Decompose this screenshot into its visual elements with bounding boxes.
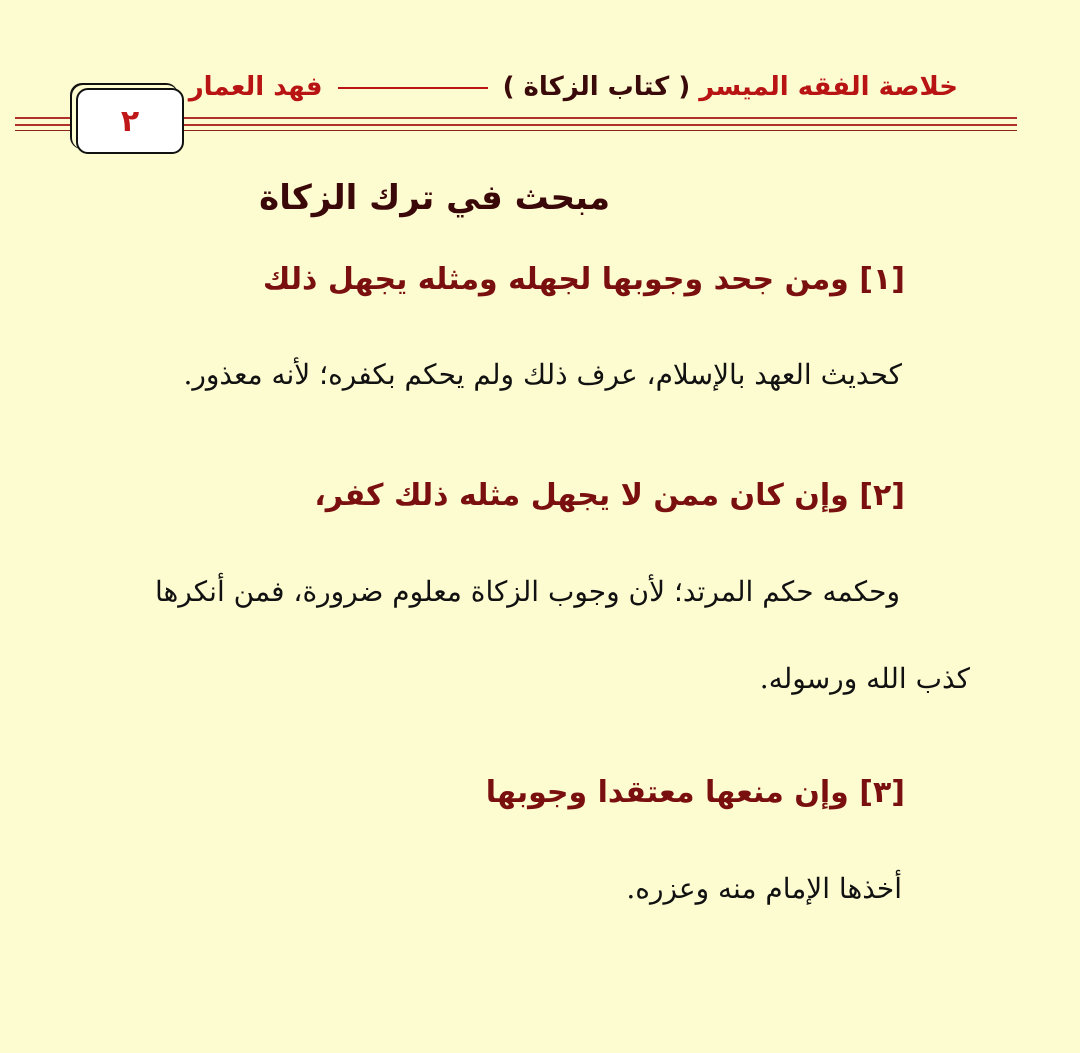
item-body: كذب الله ورسوله. [759, 662, 970, 695]
book-title: خلاصة الفقه الميسر [699, 72, 958, 102]
page-number: ٢ [120, 103, 140, 139]
item-body: وحكمه حكم المرتد؛ لأن وجوب الزكاة معلوم ضرورة، فمن أنكرها [154, 575, 900, 608]
header-dash [338, 87, 488, 89]
item-heading: [٣] وإن منعها معتقدا وجوبها [485, 775, 905, 810]
item-heading: [٢] وإن كان ممن لا يجهل مثله ذلك كفر، [314, 478, 905, 513]
page-number-box [76, 88, 184, 154]
item-body: كحديث العهد بالإسلام، عرف ذلك ولم يحكم بكفره؛ لأنه معذور. [183, 358, 902, 391]
item-heading: [١] ومن جحد وجوبها لجهله ومثله يجهل ذلك [262, 262, 905, 297]
running-header [144, 72, 962, 102]
section-title: مبحث في ترك الزكاة [259, 178, 610, 218]
author-name: فهد العمار [188, 72, 323, 102]
item-body: أخذها الإمام منه وعزره. [626, 872, 902, 905]
chapter-title: ( كتاب الزكاة ) [502, 72, 691, 102]
